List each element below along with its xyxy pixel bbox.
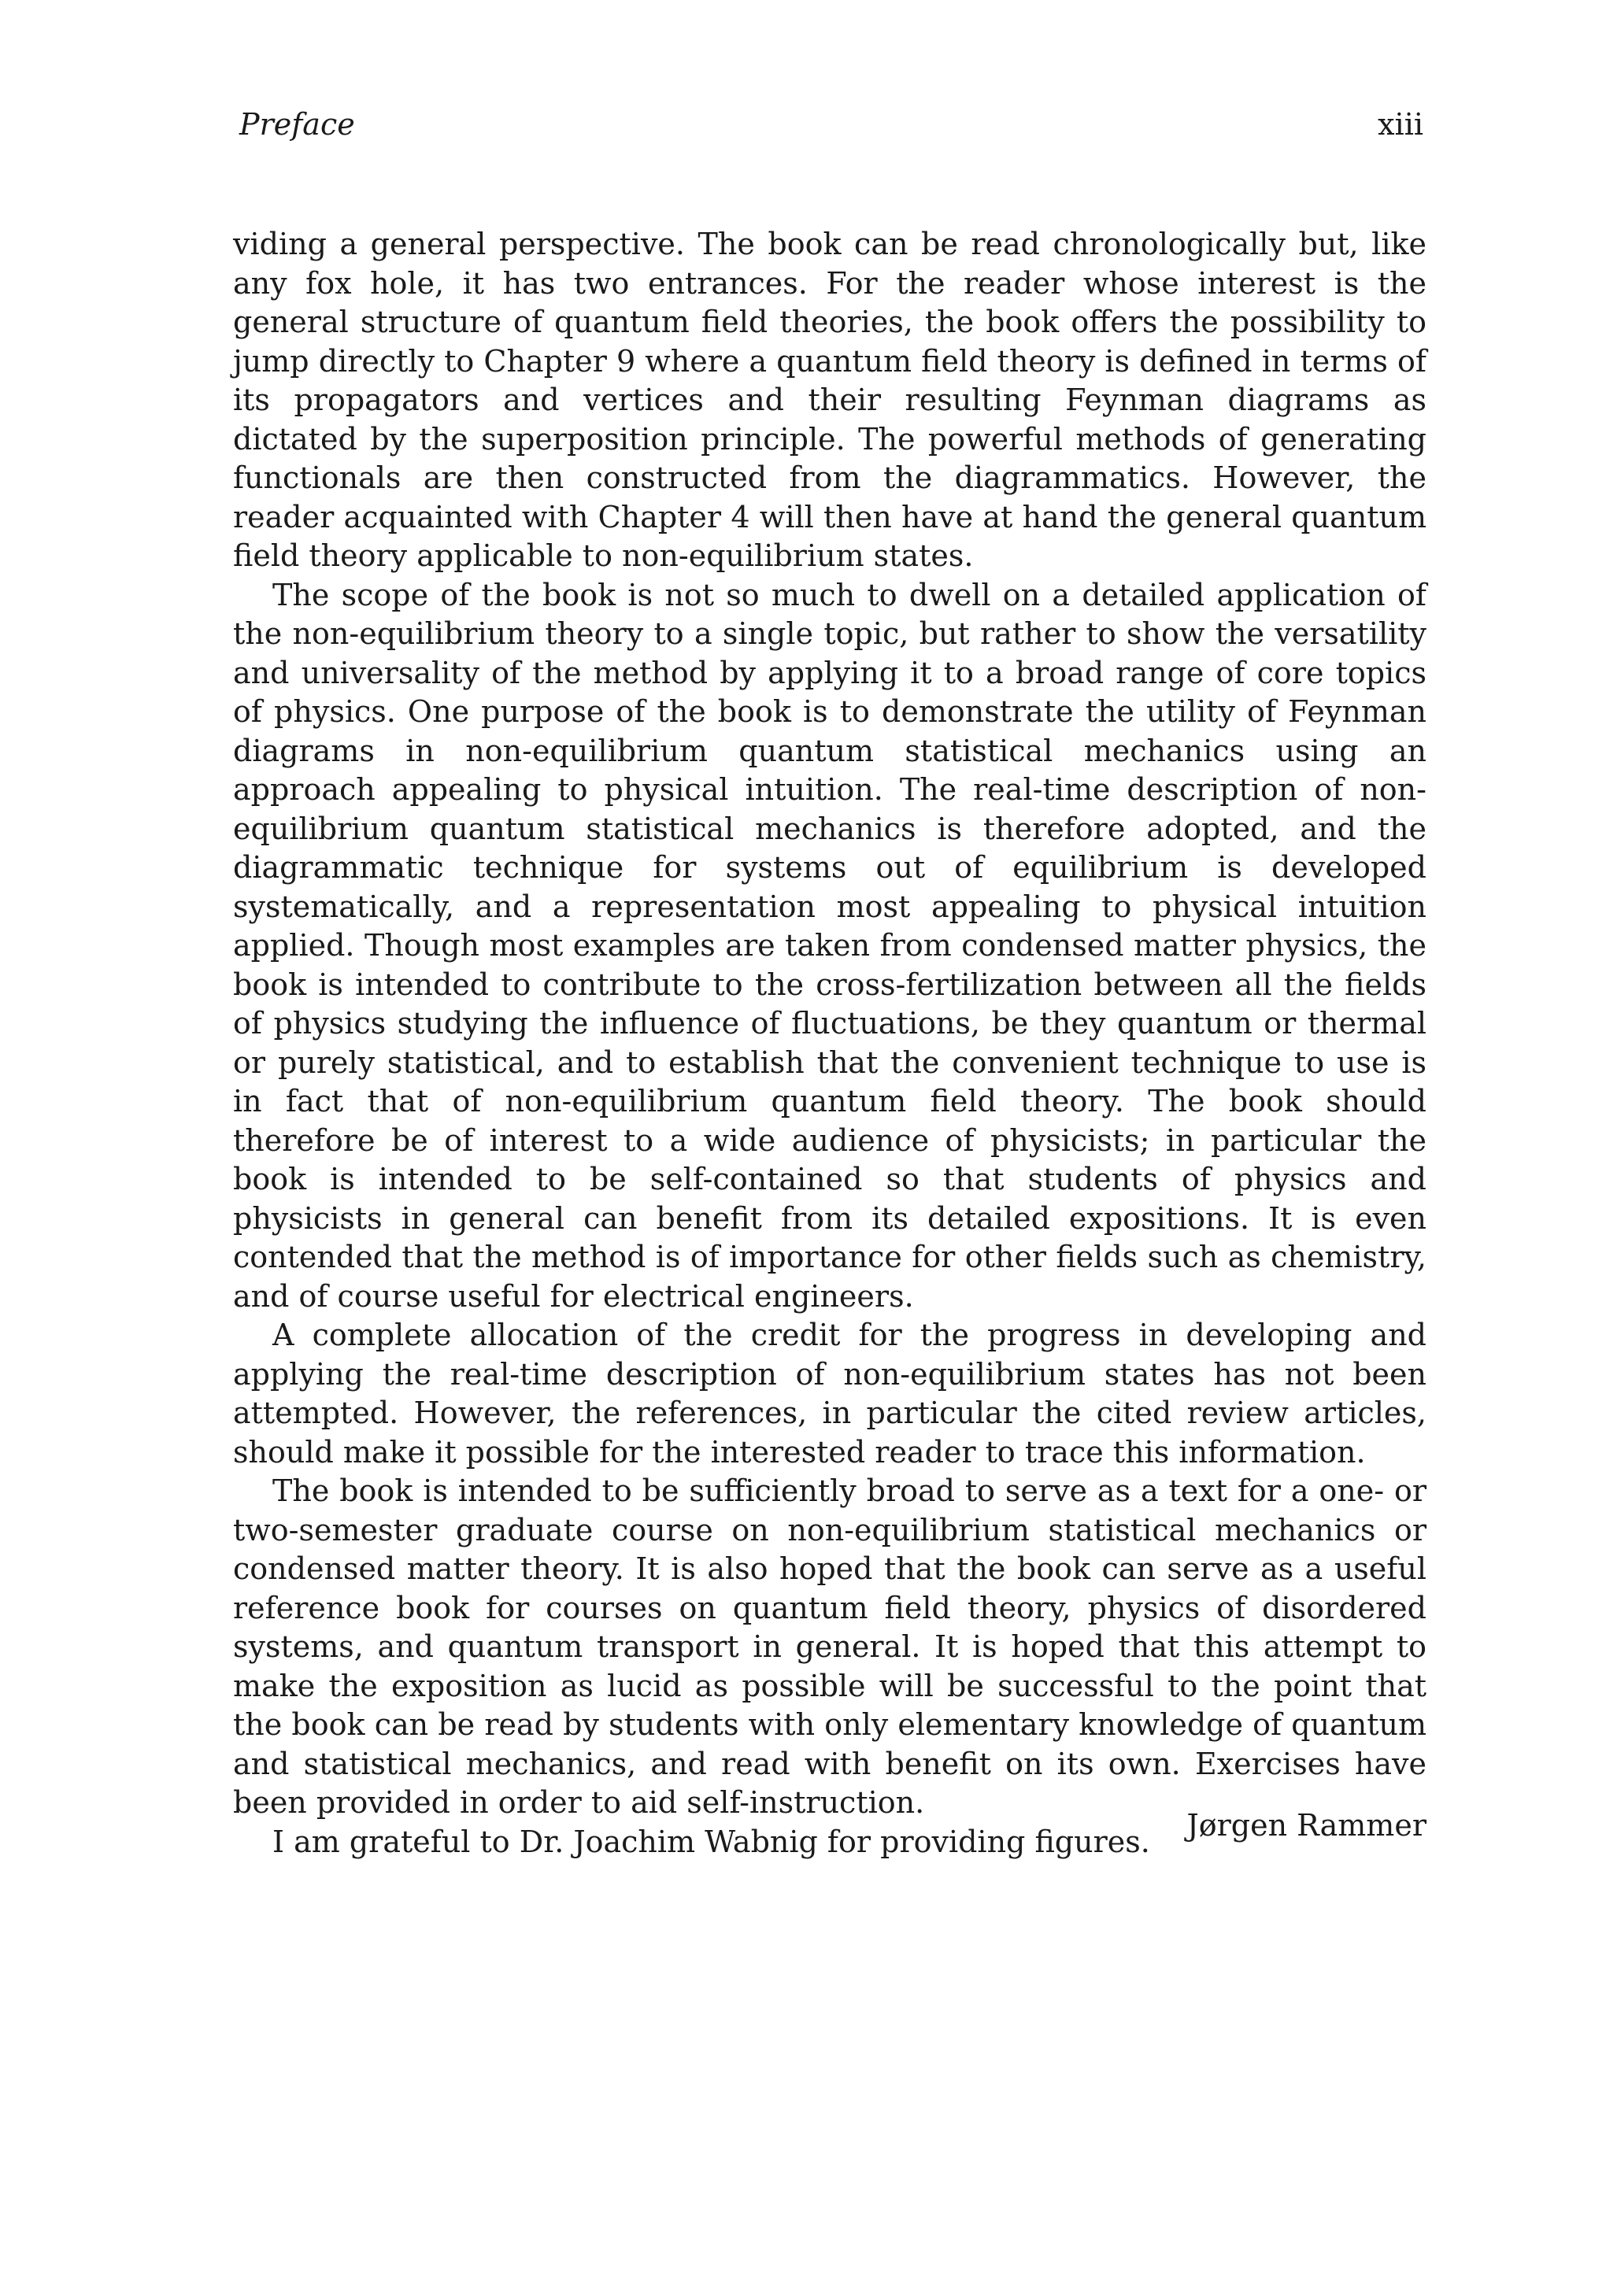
paragraph-continued: viding a general perspective. The book can be read chronologically but, like any fox hole, it has two entrances. For the reader whose interest is the general structure of quantum field theories, the book offers the possibility to jump directly to Chapter 9 where a quantum field theory is defined in terms of its propagators and vertices and their resulting Feynman diagrams as dictated by the superposition principle. The powerful methods of generating functionals are then constructed from the diagrammatics. However, the reader acquainted with Chapter 4 will then have at hand the general quantum field theory applicable to non-equilibrium states. <box>233 227 1426 573</box>
paragraph-acknowledgement: I am grateful to Dr. Joachim Wabnig for providing figures. <box>272 1824 1150 1859</box>
paragraph-intended-use: The book is intended to be sufficiently broad to serve as a text for a one- or two-semester graduate course on non-equilibrium statistical mechanics or condensed matter theory. It is also hoped that the book can serve as a useful reference book for courses on quantum field theory, physics of disordered systems, and quantum transport in general. It is hoped that this attempt to make the exposition as lucid as possible will be successful to the point that the book can be read by students with only elementary knowledge of quantum and statistical mechanics, and read with benefit on its own. Exercises have been provided in order to aid self-instruction. <box>233 1473 1426 1820</box>
paragraph-scope: The scope of the book is not so much to dwell on a detailed application of the non-equilibrium theory to a single topic, but rather to show the versatility and universality of the method by applying it to a broad range of core topics of physics. One purpose of the book is to demonstrate the utility of Feynman diagrams in non-equilibrium quantum statistical mechanics using an approach appealing to physical intuition. The real-time description of non-equilibrium quantum statistical mechanics is therefore adopted, and the diagrammatic technique for systems out of equilibrium is developed systematically, and a representation most appealing to physical intuition applied. Though most examples are taken from condensed matter physics, the book is intended to contribute to the cross-fertilization between all the fields of physics studying the influence of fluctuations, be they quantum or thermal or purely statistical, and to establish that the convenient technique to use is in fact that of non-equilibrium quantum field theory. The book should therefore be of interest to a wide audience of physicists; in particular the book is intended to be self-contained so that students of physics and physicists in general can benefit from its detailed expositions. It is even contended that the method is of importance for other fields such as chemistry, and of course useful for electrical engineers. <box>233 577 1426 1314</box>
running-head <box>239 101 1423 148</box>
page-number: xiii <box>1378 107 1423 142</box>
author-signature: Jørgen Rammer <box>1186 1808 1426 1843</box>
preface-body <box>233 225 1426 1862</box>
paragraph-credit: A complete allocation of the credit for the progress in developing and applying the real-time description of non-equilibrium states has not been attempted. However, the references, in particular the cited review articles, should make it possible for the interested reader to trace this information. <box>233 1318 1426 1470</box>
running-title: Preface <box>239 107 355 142</box>
